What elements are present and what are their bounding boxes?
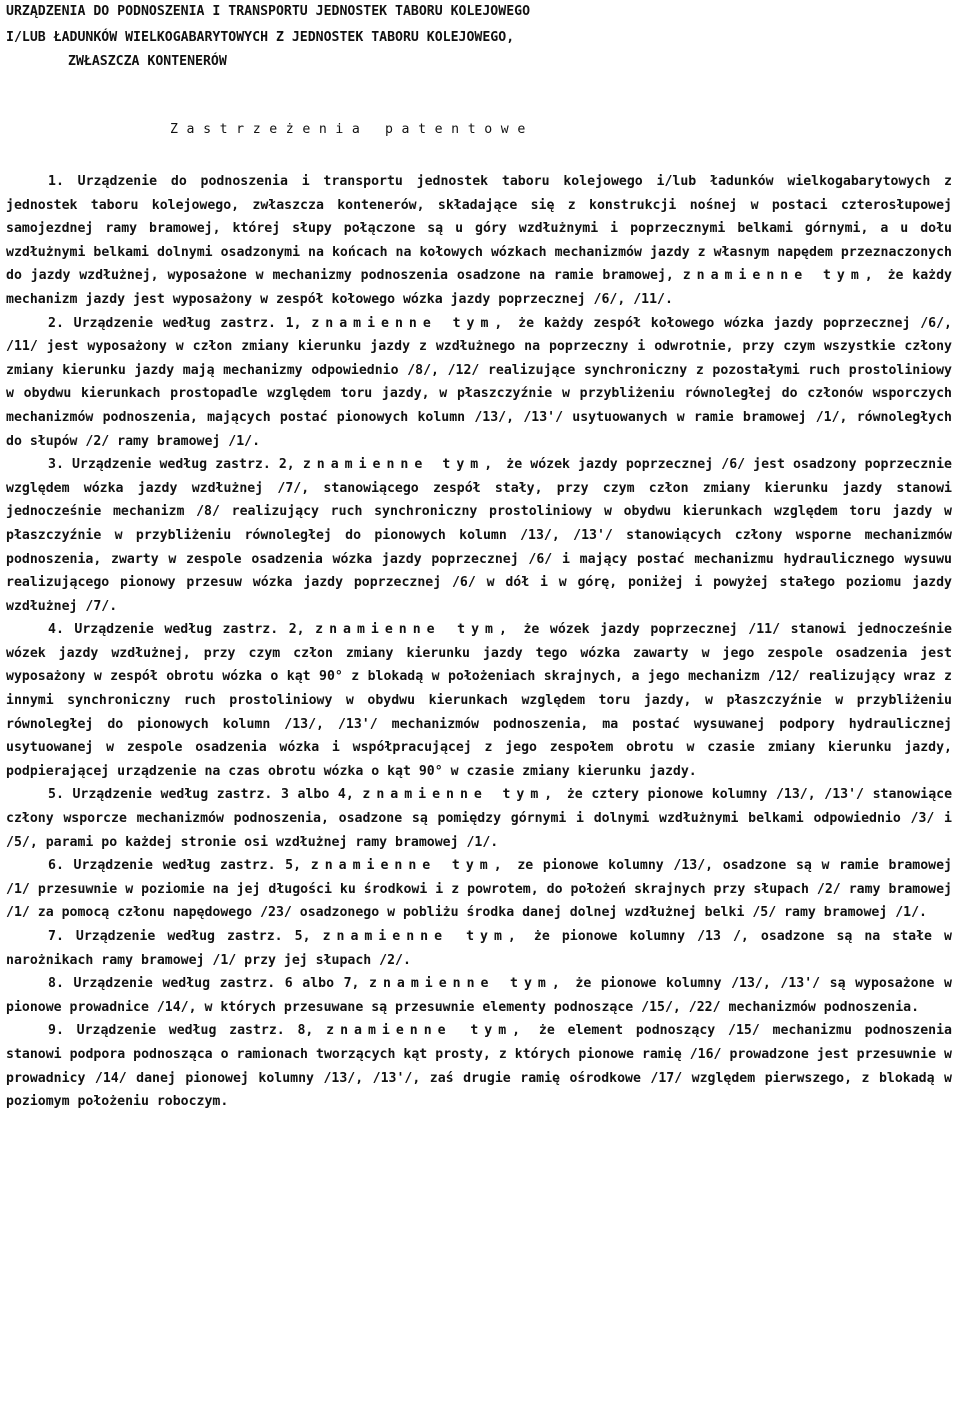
claim-5 xyxy=(6,783,952,854)
claim-text: że pionowe kolumny /13/, /13'/ są wyposażone w pionowe prowadnice /14/, w których przesuwane są przesuwnie elementy podnoszące /15/, /22/ mechanizmów podnoszenia. xyxy=(6,976,952,1015)
title-line-3: ZWŁASZCZA KONTENERÓW xyxy=(68,54,227,69)
claim-text: że wózek jazdy poprzecznej /6/ jest osadzony poprzecznie względem wózka jazdy wzdłużnej /7/, stanowiącego zespół stały, przy czym człon zmiany kierunku jazdy stanowi jednocześnie mechanizm /8/ realizujący ruch synchroniczny prostoliniowy w obydwu kierunkach względem toru jazdy w płaszczyźnie w przybliżeniu równoległej do pionowych kolumn /13/, /13'/ stanowiących człony wsporne mechanizmów podnoszenia, zwarty w zespole osadzenia wózka jazdy poprzecznej /6/ i mający postać mechanizmu hydraulicznego wysuwu realizującego pionowy przesuw wózka jazdy poprzecznej /6/ w dół i w górę, poniżej i powyżej stałego poziomu jazdy wzdłużnej /7/. xyxy=(6,457,952,614)
claim-marker: znamienne tym, xyxy=(322,929,522,944)
claim-marker: znamienne tym, xyxy=(315,622,513,638)
claim-4 xyxy=(6,618,952,783)
claim-text: że każdy mechanizm jazdy jest wyposażony w zespół kołowego wózka jazdy poprzecznej /6/, /11/. xyxy=(6,268,952,307)
claim-marker: znamienne tym, xyxy=(362,787,559,803)
claim-text: 7. Urządzenie według zastrz. 5, xyxy=(48,929,311,944)
claim-marker: znamienne tym, xyxy=(369,976,566,992)
claim-text: 1. Urządzenie do podnoszenia i transportu jednostek taboru kolejowego i/lub ładunków wielkogabarytowych z jednostek taboru kolejowego, zwłaszcza kontenerów, składające się z konstrukcji nośnej w postaci czterosłupowej samojezdnej ramy bramowej, której słupy połączone są u góry wzdłużnymi i poprzecznymi belkami górnymi, a u dołu wzdłużnymi belkami dolnymi osadzonymi na końcach na kołowych wózkach mechanizmów jazdy z własnym napędem przeznaczonych do jazdy wzdłużnej, wyposażone w mechanizmy podnoszenia osadzone na ramie bramowej, xyxy=(6,174,952,284)
title-line-1: URZĄDZENIA DO PODNOSZENIA I TRANSPORTU JEDNOSTEK TABORU KOLEJOWEGO xyxy=(6,4,531,19)
claim-marker: znamienne tym, xyxy=(326,1023,527,1039)
title-line-2: I/LUB ŁADUNKÓW WIELKOGABARYTOWYCH Z JEDNOSTEK TABORU KOLEJOWEGO, xyxy=(6,30,515,45)
claim-3 xyxy=(6,453,952,618)
claim-6 xyxy=(6,854,952,925)
claim-text: że każdy zespół kołowego wózka jazdy poprzecznej /6/, /11/ jest wyposażony w człon zmiany kierunku jazdy z wzdłużnego na poprzeczny i odwrotnie, przy czym wszystkie człony zmiany kierunku jazdy mają mechanizmy odpowiednio /8/, /12/ realizujące synchroniczny z pozostałymi ruch prostoliniowy w obydwu kierunkach prostopadle względem toru jazdy, w płaszczyźnie w przybliżeniu równoległej do członów wsporczych mechanizmów podnoszenia, mających postać pionowych kolumn /13/, /13'/ usytuowanych w ramie bramowej /1/, równoległych do słupów /2/ ramy bramowej /1/. xyxy=(6,315,952,449)
claim-text: że element podnoszący /15/ mechanizmu podnoszenia stanowi podpora podnosząca o ramionach tworzących kąt prosty, z których pionowe ramię /16/ prowadzone jest przesuwnie w prowadnicy /14/ danej pionowej kolumny /13/, /13'/, zaś drugie ramię ośrodkowe /17/ względem pierwszego, z blokadą w poziomym położeniu roboczym. xyxy=(6,1023,952,1110)
claim-marker: znamienne tym, xyxy=(310,858,508,874)
claim-2 xyxy=(6,312,952,454)
claim-9 xyxy=(6,1019,952,1113)
claim-text: że wózek jazdy poprzecznej /11/ stanowi jednocześnie wózek jazdy wzdłużnej, przy czym człon zmiany kierunku jazdy tego wózka zawarty w jego zespole osadzenia jest wyposażony w zespół obrotu wózka o kąt 90° z blokadą w położeniach skrajnych, a jego mechanizm /12/ realizujący wraz z innymi synchroniczny ruch prostoliniowy w obydwu kierunkach względem toru jazdy, w płaszczyźnie w przybliżeniu równoległej do pionowych kolumn /13/, /13'/ mechanizmów podnoszenia, ma postać wysuwanej podpory hydraulicznej usytuowanej w zespole osadzenia wózka i współpracującej z jego zespołem obrotu w czasie zmiany kierunku jazdy, podpierającej urządzenie na czas obrotu wózka o kąt 90° w czasie zmiany kierunku jazdy. xyxy=(6,622,952,779)
claims-list xyxy=(6,170,952,1114)
claim-text: 3. Urządzenie według zastrz. 2, xyxy=(48,457,295,473)
claim-text: 8. Urządzenie według zastrz. 6 albo 7, xyxy=(48,976,360,992)
patent-page xyxy=(6,0,954,1423)
claim-marker: znamienne tym, xyxy=(682,268,879,284)
claim-7 xyxy=(6,925,952,972)
claim-text: 5. Urządzenie według zastrz. 3 albo 4, xyxy=(48,787,354,803)
claim-marker: znamienne tym, xyxy=(311,315,509,331)
claim-text: ze pionowe kolumny /13/, osadzone są w ramie bramowej /1/ przesuwnie w poziomie na jej długości ku środkowi i z powrotem, do położeń skrajnych przy słupach /2/ ramy bramowej /1/ za pomocą członu napędowego /23/ osadzonego w pobliżu środka danej dolnej wzdłużnej belki /5/ ramy bramowej /1/. xyxy=(6,858,952,921)
claim-text: 6. Urządzenie według zastrz. 5, xyxy=(48,858,302,874)
section-heading: Zastrzeżenia patentowe xyxy=(170,122,534,137)
claim-text: że pionowe kolumny /13 /, osadzone są na stałe w narożnikach ramy bramowej /1/ przy jej słupach /2/. xyxy=(6,929,952,968)
claim-text: że cztery pionowe kolumny /13/, /13'/ stanowiące człony wsporcze mechanizmów podnoszenia, osadzone są pomiędzy górnymi i dolnymi wzdłużnymi belkami odpowiednio /3/ i /5/, parami po każdej stronie osi wzdłużnej ramy bramowej /1/. xyxy=(6,787,953,850)
claim-8 xyxy=(6,972,952,1019)
claim-text: 9. Urządzenie według zastrz. 8, xyxy=(48,1023,314,1039)
claim-text: 4. Urządzenie według zastrz. 2, xyxy=(48,622,305,638)
claim-1 xyxy=(6,170,952,312)
claim-marker: znamienne tym, xyxy=(302,457,499,473)
claim-text: 2. Urządzenie według zastrz. 1, xyxy=(48,315,302,331)
